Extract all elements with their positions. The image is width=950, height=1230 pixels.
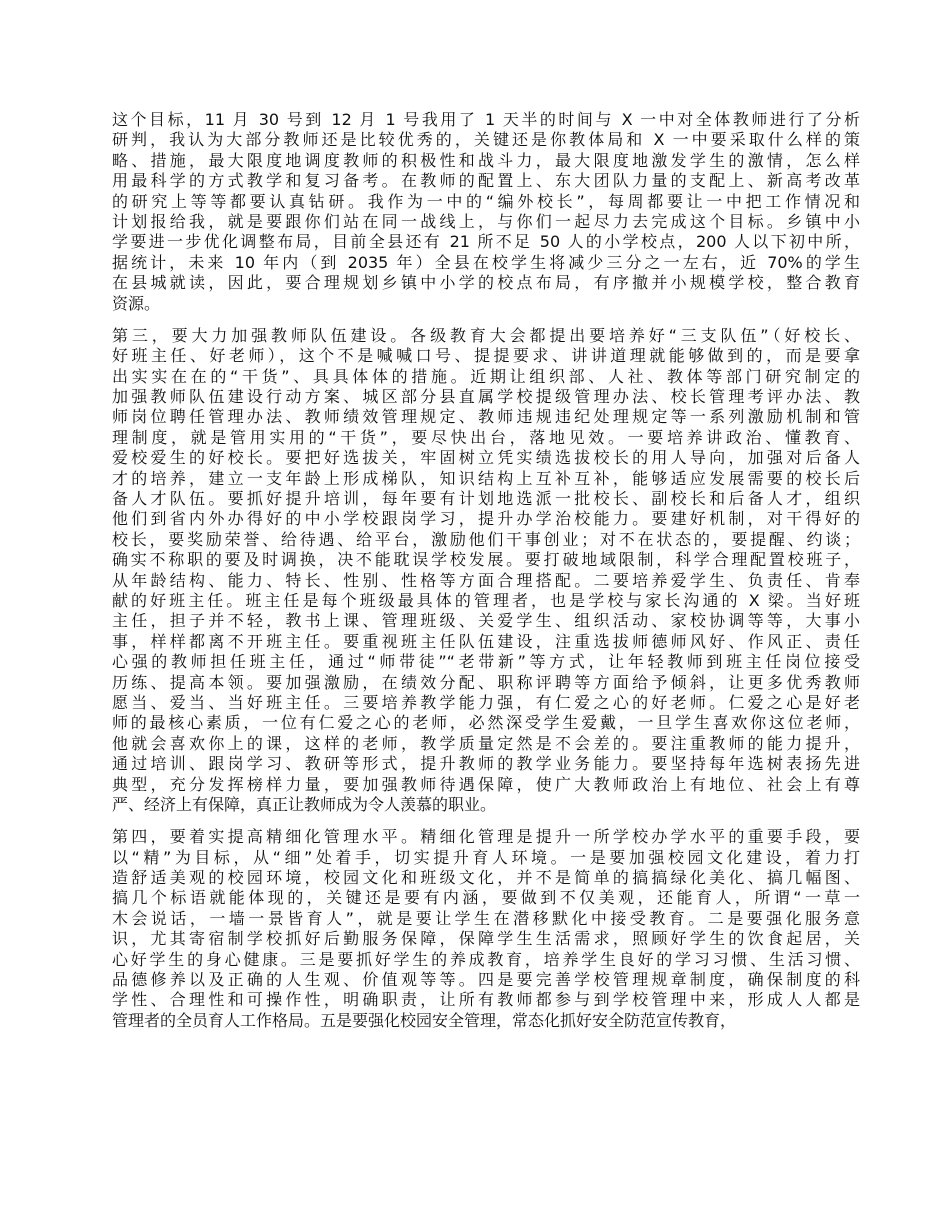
text-line: 出实实在在的“干货”、具具体体的措施。近期让组织部、人社、教体等部门研究制定的: [112, 366, 860, 386]
paragraph: [112, 110, 860, 314]
text-line: 心好学生的身心健康。三是要抓好学生的养成教育，培养学生良好的学习习惯、生活习惯、: [112, 949, 860, 969]
text-line: 典型，充分发挥榜样力量，要加强教师待遇保障，使广大教师政治上有地位、社会上有尊: [112, 774, 860, 794]
text-line: 师的最核心素质，一位有仁爱之心的老师，必然深受学生爱戴，一旦学生喜欢你这位老师，: [112, 713, 860, 733]
text-line: 师岗位聘任管理办法、教师绩效管理规定、教师违规违纪处理规定等一系列激励机制和管: [112, 407, 860, 427]
text-line: 好班主任、好老师），这个不是喊喊口号、提提要求、讲讲道理就能够做到的，而是要拿: [112, 346, 860, 366]
text-line: 第四，要着实提高精细化管理水平。精细化管理是提升一所学校办学水平的重要手段，要: [112, 827, 860, 847]
text-line: 事，样样都离不开班主任。要重视班主任队伍建设，注重选拔师德师风好、作风正、责任: [112, 631, 860, 651]
text-line: 木会说话，一墙一景皆育人”，就是要让学生在潜移默化中接受教育。二是要强化服务意: [112, 908, 860, 928]
text-line: 识，尤其寄宿制学校抓好后勤服务保障，保障学生生活需求，照顾好学生的饮食起居，关: [112, 929, 860, 949]
text-line: 造舒适美观的校园环境，校园文化和班级文化，并不是简单的搞搞绿化美化、搞几幅图、: [112, 868, 860, 888]
text-line: 他们到省内外办得好的中小学校跟岗学习，提升办学治校能力。要建好机制，对干得好的: [112, 509, 860, 529]
text-line: 严、经济上有保障，真正让教师成为令人羡慕的职业。: [112, 794, 497, 814]
text-line: 加强教师队伍建设行动方案、城区部分县直属学校提级管理办法、校长管理考评办法、教: [112, 387, 860, 407]
text-line: 在县城就读，因此，要合理规划乡镇中小学的校点布局，有序撤并小规模学校，整合教育: [112, 273, 860, 293]
text-line: 确实不称职的要及时调换，决不能耽误学校发展。要打破地域限制，科学合理配置校班子，: [112, 550, 860, 570]
text-line: 愿当、爱当、当好班主任。三要培养教学能力强，有仁爱之心的好老师。仁爱之心是好老: [112, 692, 860, 712]
text-line: 以“精”为目标，从“细”处着手，切实提升育人环境。一是要加强校园文化建设，着力打: [112, 847, 860, 867]
text-line: 品德修养以及正确的人生观、价值观等等。四是要完善学校管理规章制度，确保制度的科: [112, 970, 860, 990]
text-line: 通过培训、跟岗学习、教研等形式，提升教师的教学业务能力。要坚持每年选树表扬先进: [112, 754, 860, 774]
text-line: 用最科学的方式教学和复习备考。在教师的配置上、东大团队力量的支配上、新高考改革: [112, 171, 860, 191]
text-line: 资源。: [112, 293, 161, 313]
document-body: [112, 110, 860, 1043]
text-line: 爱校爱生的好校长。要把好选拔关，牢固树立凭实绩选拔校长的用人导向，加强对后备人: [112, 448, 860, 468]
text-line: 备人才队伍。要抓好提升培训，每年要有计划地选派一批校长、副校长和后备人才，组织: [112, 489, 860, 509]
text-line: 他就会喜欢你上的课，这样的老师，教学质量定然是不会差的。要注重教师的能力提升，: [112, 733, 860, 753]
text-line: 的研究上等等都要认真钻研。我作为一中的“编外校长”，每周都要让一中把工作情况和: [112, 191, 860, 211]
text-line: 理制度，就是管用实用的“干货”，要尽快出台，落地见效。一要培养讲政治、懂教育、: [112, 427, 860, 447]
paragraph: [112, 326, 860, 815]
text-line: 计划报给我，就是要跟你们站在同一战线上，与你们一起尽力去完成这个目标。乡镇中小: [112, 211, 860, 231]
text-line: 才的培养，建立一支年龄上形成梯队，知识结构上互补互补，能够适应发展需要的校长后: [112, 468, 860, 488]
text-line: 校长，要奖励荣誉、给待遇、给平台，激励他们干事创业；对不在状态的，要提醒、约谈；: [112, 529, 860, 549]
text-line: 学要进一步优化调整布局，目前全县还有 21 所不足 50 人的小学校点，200 人以下初中所，: [112, 232, 860, 252]
text-line: 这个目标，11 月 30 号到 12 月 1 号我用了 1 天半的时间与 X 一中对全体教师进行了分析: [112, 110, 860, 129]
text-line: 献的好班主任。班主任是每个班级最具体的管理者，也是学校与家长沟通的 X 梁。当好班: [112, 590, 860, 610]
text-line: 主任，担子并不轻，教书上课、管理班级、关爱学生、组织活动、家校协调等等，大事小: [112, 611, 860, 631]
text-line: 从年龄结构、能力、特长、性别、性格等方面合理搭配。二要培养爱学生、负责任、肯奉: [112, 570, 860, 590]
paragraph: [112, 827, 860, 1031]
text-line: 略、措施，最大限度地调度教师的积极性和战斗力，最大限度地激发学生的激情，怎么样: [112, 150, 860, 170]
text-line: 第三，要大力加强教师队伍建设。各级教育大会都提出要培养好“三支队伍”（好校长、: [112, 325, 860, 345]
text-line: 历练、提高本领。要加强激励，在绩效分配、职称评聘等方面给予倾斜，让更多优秀教师: [112, 672, 860, 692]
text-line: 学性、合理性和可操作性，明确职责，让所有教师都参与到学校管理中来，形成人人都是: [112, 990, 860, 1010]
text-line: 管理者的全员育人工作格局。五是要强化校园安全管理，常态化抓好安全防范宣传教育，: [112, 1010, 737, 1030]
text-line: 据统计，未来 10 年内（到 2035 年）全县在校学生将减少三分之一左右，近 70%的学生: [112, 252, 860, 272]
paragraph-container: [112, 110, 860, 1031]
text-line: 研判，我认为大部分教师还是比较优秀的，关键还是你教体局和 X 一中要采取什么样的策: [112, 130, 860, 150]
text-line: 搞几个标语就能体现的，关键还是要有内涵，要做到不仅美观，还能育人，所谓“一草一: [112, 888, 860, 908]
text-line: 心强的教师担任班主任，通过“师带徒”“老带新”等方式，让年轻教师到班主任岗位接受: [112, 652, 860, 672]
